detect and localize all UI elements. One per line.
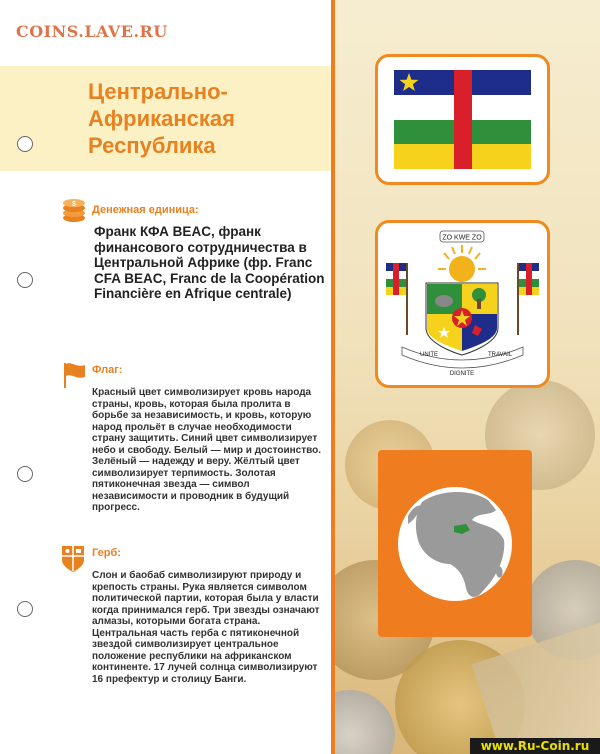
- svg-text:$: $: [72, 201, 76, 208]
- globe-card: [378, 450, 532, 637]
- flag-label: Флаг:: [92, 364, 123, 376]
- globe-map-image: [378, 450, 532, 637]
- sun-icon: [438, 245, 486, 282]
- motto-right: TRAVAIL: [488, 352, 513, 358]
- motto-left: UNITE: [420, 352, 438, 358]
- flag-text: Красный цвет символизирует кровь народа страны, кровь, которая была пролита в борьбе за независимость, и кровь, которую народ прольёт в случае необходимости страну защитить. Синий цвет символизирует небо и свободу. Белый — мир и достоинство. Зелёный — надежду и веру. Жёлтый цвет символизирует терпимость. Золотая пятиконечная звезда — символ независимости и проводник в будущий прогресс.: [92, 387, 322, 513]
- shield-icon: [60, 544, 86, 574]
- coins-stack-icon: [60, 196, 88, 224]
- binder-hole: [17, 466, 33, 482]
- currency-text: Франк КФА BEAC, франк финансового сотрудничества в Центральной Африке (фр. Franc CFA BEAC, Franc de la Coopération Financière en Afrique centrale): [94, 224, 325, 301]
- binder-hole: [17, 601, 33, 617]
- binder-hole: [17, 272, 33, 288]
- car-flag-image: [378, 57, 547, 182]
- shield-emblem-icon: [426, 283, 498, 355]
- flag-card: [375, 54, 550, 185]
- footer-site-link[interactable]: www.Ru-Coin.ru: [470, 738, 600, 754]
- coin-decoration: [335, 690, 395, 754]
- title-line: Республика: [88, 133, 216, 158]
- coat-of-arms-card: [375, 220, 550, 388]
- title-line: Африканская: [88, 106, 235, 131]
- flag-left-icon: [386, 263, 408, 335]
- site-logo[interactable]: COINS.LAVE.RU: [16, 22, 168, 41]
- coat-of-arms-image: [378, 223, 547, 385]
- currency-label: Денежная единица:: [92, 204, 199, 216]
- motto-top: ZO KWE ZO: [442, 234, 482, 242]
- page-title: [88, 78, 235, 159]
- motto-bottom: DIGNITE: [449, 371, 475, 377]
- coat-text: Слон и баобаб символизируют природу и крепость страны. Рука является символом политической партии, которая была у власти когда принимался герб. Три звезды означают алмазы, которыми богата страна. Центральная часть герба с пятиконечной звездой символизирует центральное положение республики на африканском континенте. 17 лучей солнца символизируют 16 префектур и столицу Банги.: [92, 570, 320, 685]
- flag-icon: [60, 360, 88, 390]
- binder-hole: [17, 136, 33, 152]
- coat-label: Герб:: [92, 547, 121, 559]
- title-line: Центрально-: [88, 79, 228, 104]
- flag-right-icon: [517, 263, 539, 335]
